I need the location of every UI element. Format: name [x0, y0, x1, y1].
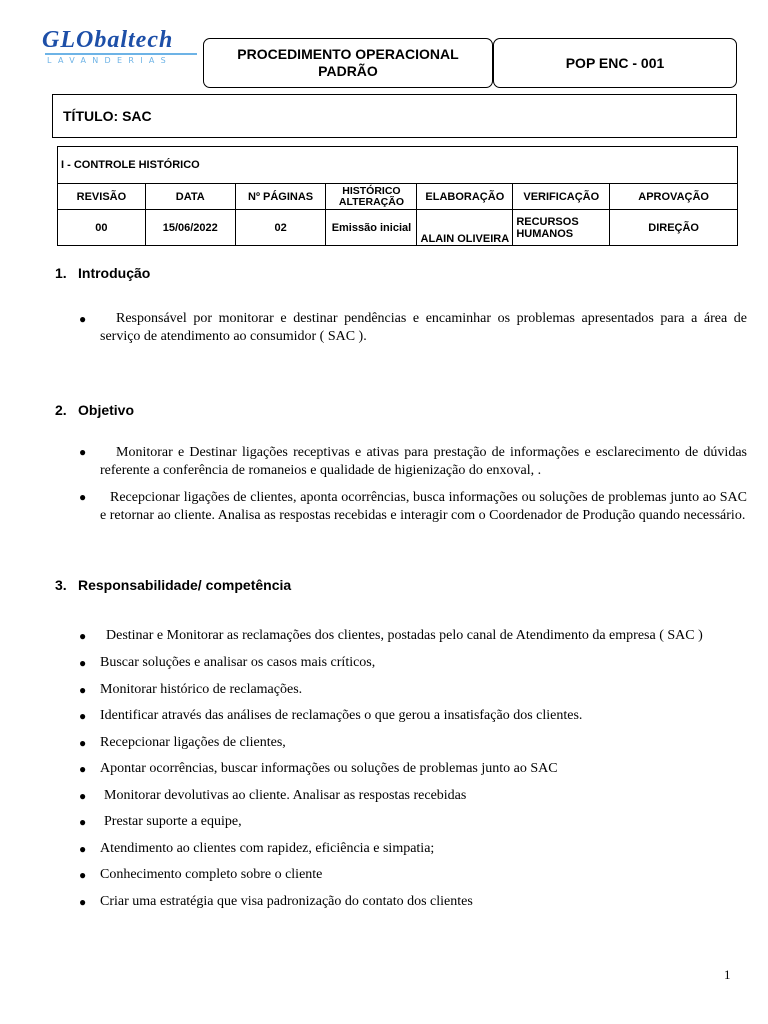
list-item: ● Buscar soluções e analisar os casos mais críticos,: [79, 650, 705, 677]
list-item: ● Recepcionar ligações de clientes, aponta ocorrências, busca informações ou soluções de problemas junto ao SAC e retornar ao cliente. Analisa as respostas recebidas e interagir com o Coordenador de Produção quando necessário.: [79, 490, 747, 523]
bullet-icon: ●: [79, 815, 87, 829]
col-aprovacao: APROVAÇÃO: [610, 184, 738, 210]
doc-type: PROCEDIMENTO OPERACIONAL PADRÃO: [237, 46, 459, 79]
bullet-icon: ●: [79, 788, 87, 803]
list-item: ● Responsável por monitorar e destinar pendências e encaminhar os problemas apresentados para a área de serviço de atendimento ao consumidor ( SAC ).: [79, 311, 747, 344]
history-header-row: [58, 184, 738, 210]
list-item: ● Apontar ocorrências, buscar informações ou soluções de problemas junto ao SAC: [79, 756, 705, 783]
col-paginas: Nº PÁGINAS: [235, 184, 326, 210]
logo-subtext: LAVANDERIAS: [47, 56, 173, 65]
logo-text: GLObaltech: [42, 27, 174, 53]
list-item: ● Criar uma estratégia que visa padronização do contato dos clientes: [79, 889, 705, 916]
bullet-icon: ●: [79, 682, 87, 697]
bullet-icon: ●: [79, 490, 87, 504]
section-2-list: [79, 444, 747, 524]
col-data: DATA: [145, 184, 235, 210]
title-box: [52, 94, 737, 138]
section-number: 1.: [55, 265, 67, 281]
bullet-icon: ●: [79, 735, 87, 750]
section-title: Responsabilidade/ competência: [78, 577, 292, 593]
bullet-icon: ●: [79, 868, 87, 882]
list-item: ● Conhecimento completo sobre o cliente: [79, 862, 705, 889]
bullet-icon: ●: [79, 709, 87, 723]
bullet-icon: ●: [79, 629, 87, 643]
cell-aprovacao: DIREÇÃO: [610, 210, 738, 246]
bullet-icon: ●: [79, 656, 87, 670]
section-3-list: [79, 624, 705, 915]
history-table: [57, 146, 738, 246]
list-item: ● Identificar através das análises de reclamações o que gerou a insatisfação dos clientes.: [79, 703, 705, 730]
cell-revisao: 00: [58, 210, 146, 246]
list-item: ● Destinar e Monitorar as reclamações dos clientes, postadas pelo canal de Atendimento da empresa ( SAC ): [79, 624, 705, 648]
cell-verificacao: RECURSOS HUMANOS: [513, 210, 610, 246]
col-historico: HISTÓRICO ALTERAÇÃO: [326, 184, 417, 210]
list-item: ● Monitorar devolutivas ao cliente. Analisar as respostas recebidas: [79, 783, 705, 810]
section-1-list: [79, 310, 747, 346]
col-verificacao: VERIFICAÇÃO: [513, 184, 610, 210]
cell-paginas: 02: [235, 210, 326, 246]
col-elaboracao: ELABORAÇÃO: [417, 184, 513, 210]
doc-code-box: [493, 38, 737, 88]
section-heading-1: [55, 265, 150, 281]
list-item: ● Prestar suporte a equipe,: [79, 809, 705, 836]
bullet-icon: ●: [79, 894, 87, 909]
section-heading-2: [55, 402, 134, 418]
bullet-icon: ●: [79, 445, 87, 459]
doc-type-box: [203, 38, 493, 88]
cell-data: 15/06/2022: [145, 210, 235, 246]
list-item: ● Recepcionar ligações de clientes,: [79, 730, 705, 757]
section-title: Objetivo: [78, 402, 135, 418]
section-number: 2.: [55, 402, 67, 418]
doc-code: POP ENC - 001: [565, 55, 665, 71]
list-item: ● Monitorar histórico de reclamações.: [79, 677, 705, 704]
col-revisao: REVISÃO: [58, 184, 146, 210]
cell-historico: Emissão inicial: [326, 210, 417, 246]
cell-elaboracao: ALAIN OLIVEIRA: [417, 210, 513, 246]
list-item: ● Monitorar e Destinar ligações receptivas e ativas para prestação de informações e esclarecimento de dúvidas referente a conferência de romaneios e qualidade de higienização do enxoval, .: [79, 445, 747, 478]
bullet-icon: ●: [79, 841, 87, 856]
section-heading-3: [55, 577, 291, 593]
bullet-icon: ●: [79, 762, 87, 776]
page-title: TÍTULO: SAC: [63, 108, 152, 124]
logo-divider: [45, 53, 197, 55]
section-title: Introdução: [78, 265, 151, 281]
list-item: ● Atendimento ao clientes com rapidez, eficiência e simpatia;: [79, 836, 705, 863]
history-data-row: [58, 210, 738, 246]
history-section-title: I - CONTROLE HISTÓRICO: [58, 147, 738, 184]
page-number: 1: [724, 967, 731, 982]
bullet-icon: ●: [79, 312, 87, 326]
section-number: 3.: [55, 577, 67, 593]
